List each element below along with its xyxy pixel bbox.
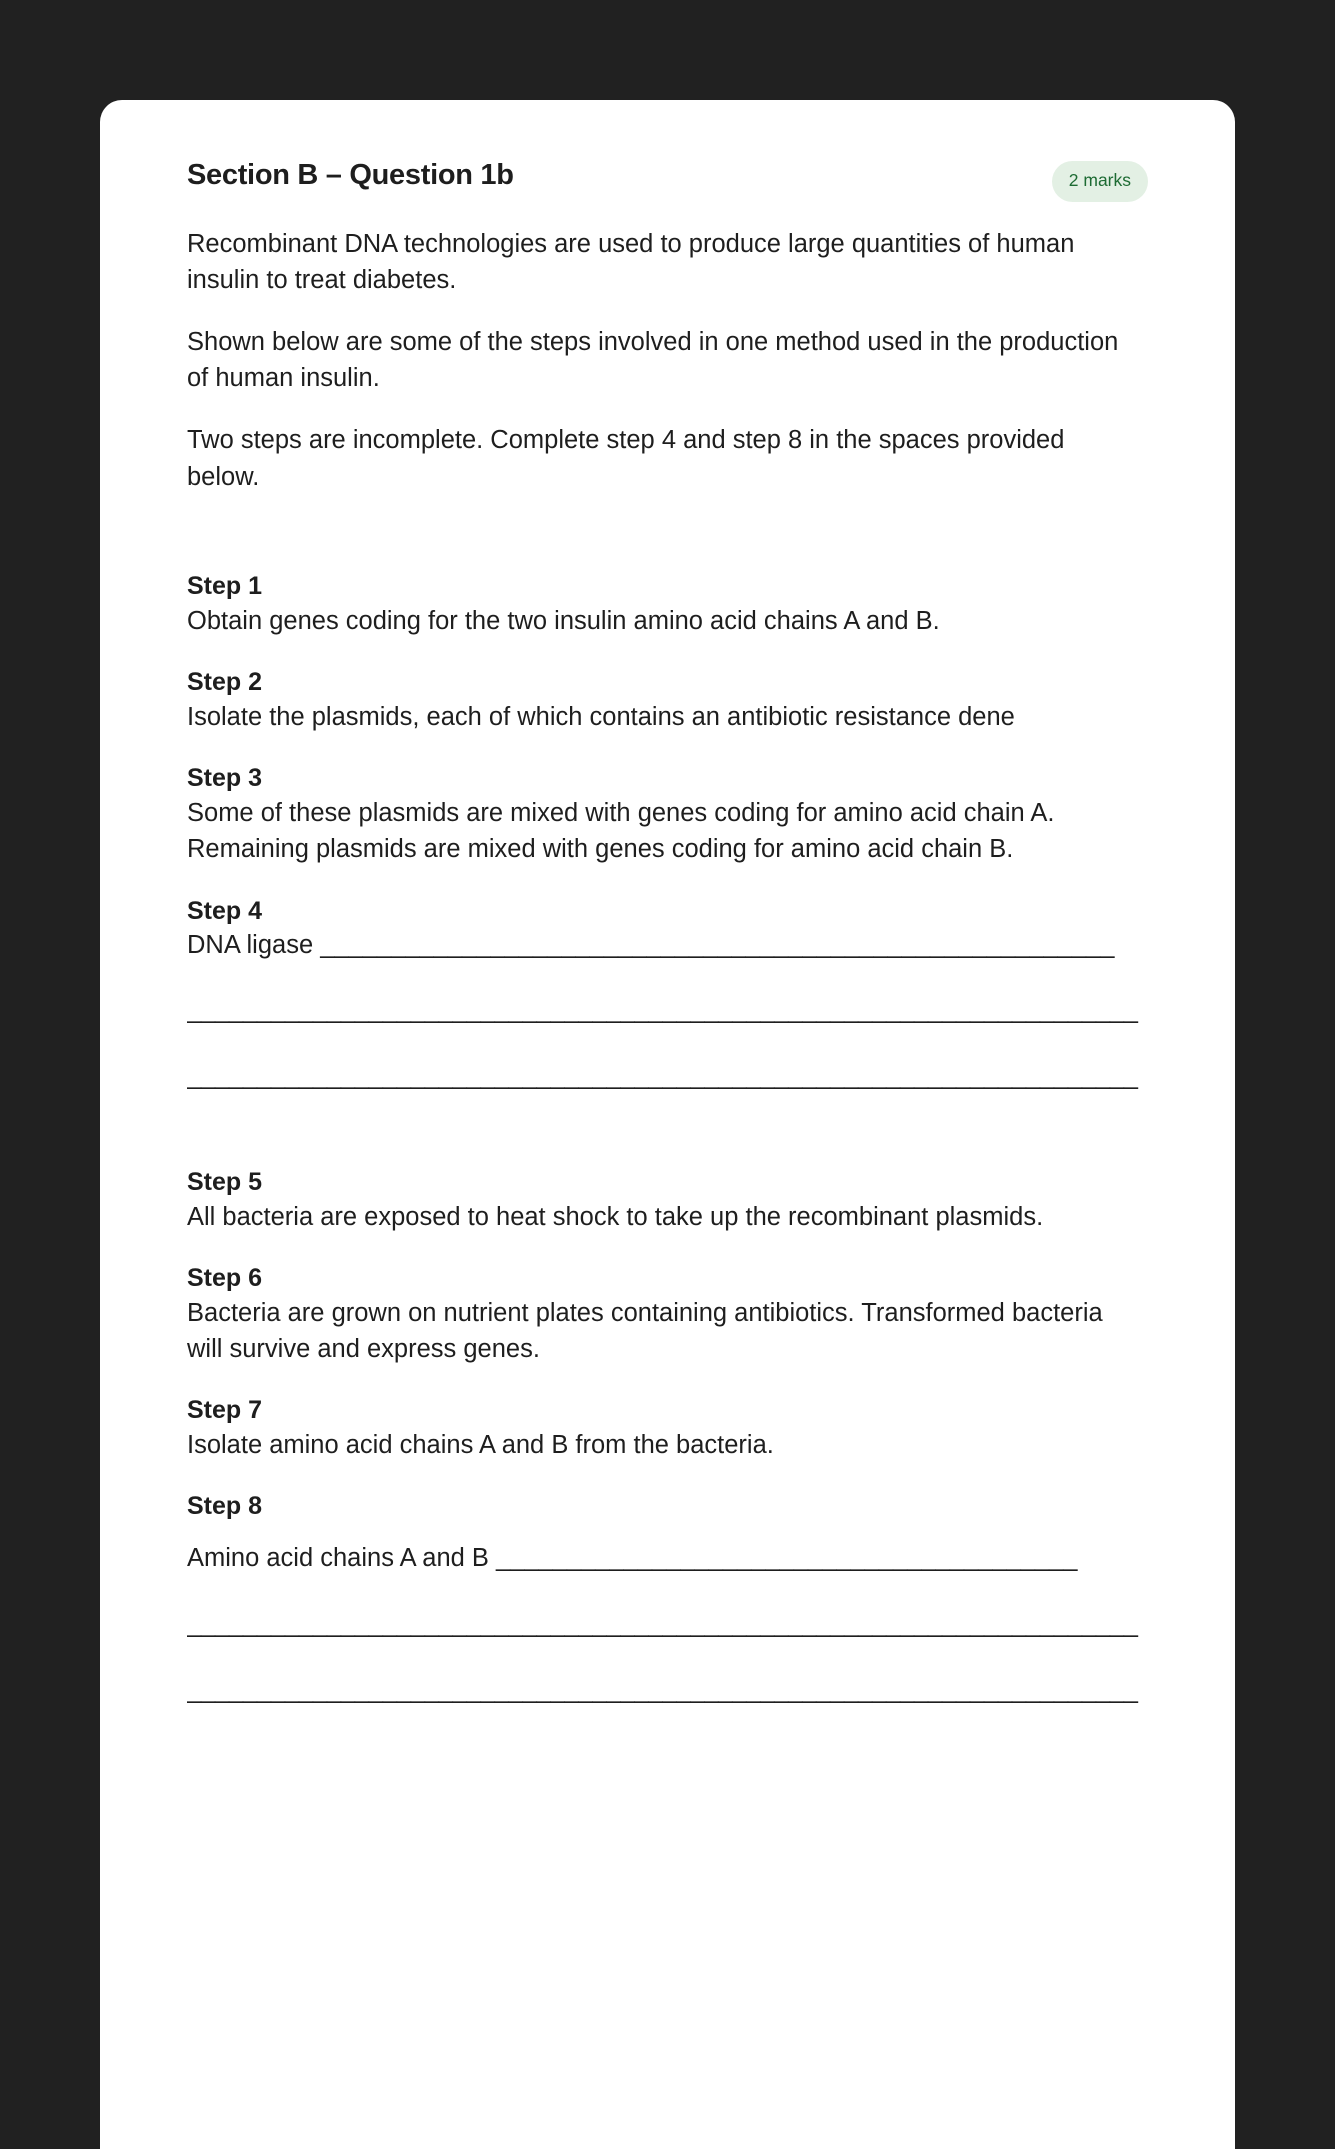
intro-steps-spacer — [187, 495, 1148, 569]
step-answer-line-3[interactable]: ____________________________________________________________________ — [187, 1676, 1138, 1705]
page-title: Section B – Question 1b — [187, 159, 514, 191]
question-intro — [187, 226, 1148, 495]
step-label: Step 4 — [187, 896, 263, 925]
step-item-7 — [187, 1393, 1148, 1463]
step-label: Step 1 — [187, 571, 263, 600]
step-label: Step 2 — [187, 667, 263, 696]
steps-list — [187, 569, 1148, 1709]
step-label: Step 8 — [187, 1492, 263, 1521]
step-body: Isolate the plasmids, each of which contains an antibiotic resistance dene — [187, 702, 1015, 731]
step-answer-line-2[interactable]: ____________________________________________________________________ — [187, 1610, 1138, 1639]
step-item-3 — [187, 761, 1148, 867]
question-header — [187, 158, 1148, 202]
step-label: Step 6 — [187, 1263, 263, 1292]
intro-paragraph-2: Shown below are some of the steps involved in one method used in the production of human insulin. — [187, 327, 1119, 393]
step-answer-line-2[interactable]: ____________________________________________________________________ — [187, 996, 1138, 1025]
question-card — [100, 100, 1235, 2149]
step-answer-line-1[interactable]: Amino acid chains A and B _________________________________________ — [187, 1544, 1078, 1573]
step-item-8 — [187, 1489, 1148, 1708]
step-item-6 — [187, 1261, 1148, 1367]
step-body: Obtain genes coding for the two insulin amino acid chains A and B. — [187, 606, 940, 635]
answer-line-spacer — [187, 1576, 1148, 1606]
step-item-5 — [187, 1165, 1148, 1235]
step-answer-line-3[interactable]: ____________________________________________________________________ — [187, 1062, 1138, 1091]
question-card-content — [100, 100, 1235, 1709]
step-label: Step 5 — [187, 1167, 263, 1196]
intro-paragraph-1: Recombinant DNA technologies are used to produce large quantities of human insulin to treat diabetes. — [187, 229, 1075, 294]
step-group-spacer — [187, 1121, 1148, 1165]
step-body: Some of these plasmids are mixed with genes coding for amino acid chain A. Remaining plasmids are mixed with genes coding for amino acid chain B. — [187, 799, 1055, 864]
step-label: Step 7 — [187, 1396, 263, 1425]
step-body: All bacteria are exposed to heat shock to take up the recombinant plasmids. — [187, 1202, 1044, 1231]
step-label-body-spacer — [187, 1523, 1148, 1541]
intro-paragraph-3: Two steps are incomplete. Complete step 4 and step 8 in the spaces provided below. — [187, 426, 1065, 491]
step-label: Step 3 — [187, 764, 263, 793]
answer-line-spacer — [187, 962, 1148, 992]
step-answer-line-1[interactable]: DNA ligase ________________________________________________________ — [187, 930, 1115, 959]
step-item-4 — [187, 894, 1148, 1095]
step-body: Bacteria are grown on nutrient plates containing antibiotics. Transformed bacteria will survive and express genes. — [187, 1298, 1103, 1364]
answer-line-spacer — [187, 1642, 1148, 1672]
step-body: Isolate amino acid chains A and B from the bacteria. — [187, 1431, 774, 1460]
marks-badge: 2 marks — [1052, 161, 1148, 202]
answer-line-spacer — [187, 1028, 1148, 1058]
step-item-1 — [187, 569, 1148, 639]
step-item-2 — [187, 665, 1148, 735]
